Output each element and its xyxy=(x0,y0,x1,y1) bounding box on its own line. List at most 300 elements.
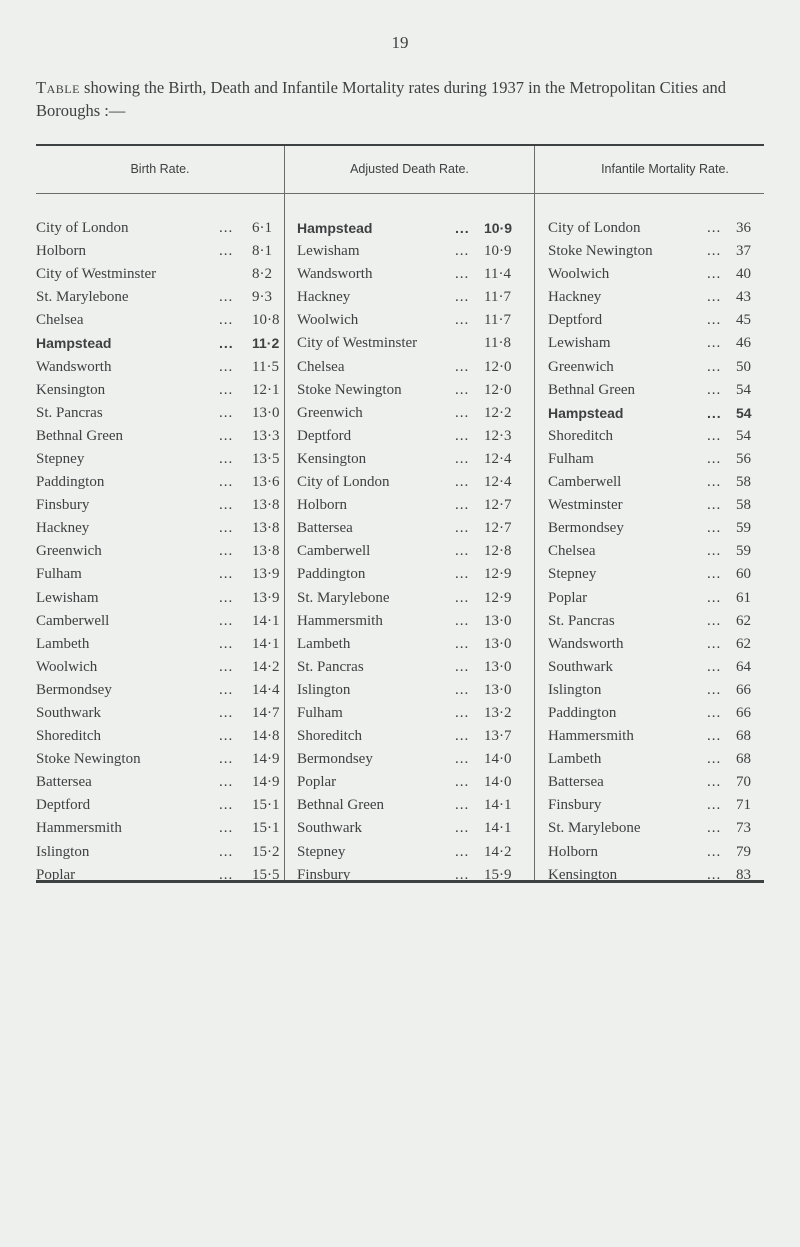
borough-name: Shoreditch xyxy=(36,728,101,745)
borough-name: Kensington xyxy=(36,381,106,398)
borough-name: Battersea xyxy=(297,520,353,537)
rate-value: 60 xyxy=(736,566,751,583)
rate-value: 14·4 xyxy=(252,681,280,698)
table-row xyxy=(36,587,280,610)
leader-dots: ... xyxy=(455,658,470,675)
rate-value: 70 xyxy=(736,774,751,791)
leader-dots: ... xyxy=(455,220,470,236)
table-row xyxy=(36,494,280,517)
header-birth-rate: Birth Rate. xyxy=(130,162,190,176)
leader-dots: ... xyxy=(455,704,470,721)
table-row xyxy=(548,563,768,586)
table-row xyxy=(548,794,768,817)
leader-dots: ... xyxy=(219,589,234,606)
rate-value: 12·7 xyxy=(484,497,512,514)
leader-dots: ... xyxy=(219,450,234,467)
borough-name: St. Marylebone xyxy=(297,589,390,606)
rate-value: 40 xyxy=(736,266,751,283)
borough-name: Lambeth xyxy=(548,751,602,768)
rate-value: 8·1 xyxy=(252,243,272,260)
leader-dots: ... xyxy=(219,866,234,883)
borough-name: City of London xyxy=(36,220,129,236)
table-row xyxy=(548,725,768,748)
table-row xyxy=(36,540,280,563)
borough-name: City of Westminster xyxy=(297,335,418,352)
rate-value: 13·2 xyxy=(484,704,512,721)
borough-name: Lambeth xyxy=(297,635,351,652)
birth-rate-column xyxy=(36,217,280,887)
leader-dots: ... xyxy=(219,520,234,537)
leader-dots: ... xyxy=(455,797,470,814)
rate-value: 62 xyxy=(736,612,751,629)
leader-dots: ... xyxy=(219,312,234,329)
leader-dots: ... xyxy=(219,681,234,698)
rate-value: 6·1 xyxy=(252,220,272,236)
rate-value: 13·5 xyxy=(252,450,280,467)
table-row xyxy=(36,563,280,586)
borough-name: Stoke Newington xyxy=(36,751,141,768)
borough-name: Kensington xyxy=(548,866,618,883)
table-row xyxy=(297,332,527,355)
table-row xyxy=(297,494,527,517)
rate-value: 13·9 xyxy=(252,566,280,583)
rate-value: 12·7 xyxy=(484,520,512,537)
leader-dots: ... xyxy=(707,774,722,791)
rate-value: 79 xyxy=(736,843,751,860)
table-row xyxy=(36,794,280,817)
rate-value: 13·8 xyxy=(252,520,280,537)
leader-dots: ... xyxy=(707,797,722,814)
rate-value: 9·3 xyxy=(252,289,272,306)
leader-dots: ... xyxy=(455,404,470,421)
leader-dots: ... xyxy=(707,474,722,491)
leader-dots: ... xyxy=(219,566,234,583)
rate-value: 14·1 xyxy=(252,635,280,652)
leader-dots: ... xyxy=(707,589,722,606)
table-row xyxy=(36,217,276,240)
leader-dots: ... xyxy=(455,843,470,860)
borough-name: St. Pancras xyxy=(36,404,103,421)
borough-name: Stepney xyxy=(548,566,597,583)
borough-name: Finsbury xyxy=(548,797,602,814)
borough-name: Wandsworth xyxy=(36,358,112,375)
rate-value: 62 xyxy=(736,635,751,652)
borough-name: Hackney xyxy=(297,289,351,306)
table-row xyxy=(548,633,768,656)
table-row xyxy=(36,356,279,379)
borough-name: Stepney xyxy=(297,843,346,860)
borough-name: Woolwich xyxy=(297,312,359,329)
rate-value: 14·9 xyxy=(252,774,280,791)
borough-name: Poplar xyxy=(548,589,588,606)
table-row xyxy=(297,263,527,286)
rate-value: 12·0 xyxy=(484,381,512,398)
borough-name: Bethnal Green xyxy=(548,381,636,398)
borough-name: Westminster xyxy=(548,497,623,514)
table-row xyxy=(297,771,527,794)
borough-name: Islington xyxy=(548,681,602,698)
borough-name: Hackney xyxy=(548,289,602,306)
borough-name: Camberwell xyxy=(36,612,110,629)
rate-value: 15·1 xyxy=(252,820,280,837)
table-row xyxy=(297,448,527,471)
leader-dots: ... xyxy=(707,289,722,306)
leader-dots: ... xyxy=(707,843,722,860)
borough-name: Bermondsey xyxy=(548,520,624,537)
table-row xyxy=(548,864,768,887)
table-row xyxy=(548,217,768,240)
rate-value: 11·8 xyxy=(484,335,511,352)
rate-value: 10·9 xyxy=(484,243,512,260)
table-row xyxy=(548,263,768,286)
rate-value: 37 xyxy=(736,243,751,260)
leader-dots: ... xyxy=(219,797,234,814)
rate-value: 13·6 xyxy=(252,474,280,491)
borough-name: Finsbury xyxy=(297,866,351,883)
rate-value: 11·7 xyxy=(484,312,511,329)
leader-dots: ... xyxy=(707,381,722,398)
rate-value: 12·1 xyxy=(252,381,280,398)
rate-value: 68 xyxy=(736,751,751,768)
table-row xyxy=(548,517,768,540)
borough-name: Shoreditch xyxy=(297,728,362,745)
borough-name: Hammersmith xyxy=(297,612,383,629)
borough-name: Fulham xyxy=(297,704,343,721)
rate-value: 12·0 xyxy=(484,358,512,375)
table-row xyxy=(36,725,280,748)
leader-dots: ... xyxy=(219,289,234,306)
rate-value: 36 xyxy=(736,220,751,236)
rate-value: 61 xyxy=(736,589,751,606)
leader-dots: ... xyxy=(455,774,470,791)
infant-rate-column xyxy=(548,217,768,887)
rate-value: 73 xyxy=(736,820,751,837)
table-row xyxy=(36,286,276,309)
table-row xyxy=(297,517,527,540)
leader-dots: ... xyxy=(707,335,722,352)
rate-value: 59 xyxy=(736,543,751,560)
table-row xyxy=(297,286,527,309)
leader-dots: ... xyxy=(455,474,470,491)
table-row xyxy=(297,702,527,725)
table-row xyxy=(36,817,280,840)
table-row xyxy=(548,771,768,794)
borough-name: Battersea xyxy=(548,774,604,791)
rate-value: 12·9 xyxy=(484,566,512,583)
header-adjusted-death-rate: Adjusted Death Rate. xyxy=(350,162,469,176)
borough-name: Southwark xyxy=(297,820,362,837)
table-row xyxy=(548,540,768,563)
borough-name: Fulham xyxy=(36,566,82,583)
rate-value: 50 xyxy=(736,358,751,375)
table-row xyxy=(297,817,527,840)
borough-name: Chelsea xyxy=(36,312,84,329)
borough-name: Woolwich xyxy=(548,266,610,283)
borough-name: Woolwich xyxy=(36,658,98,675)
table-row xyxy=(36,309,280,332)
leader-dots: ... xyxy=(707,404,722,421)
leader-dots: ... xyxy=(219,497,234,514)
leader-dots: ... xyxy=(219,474,234,491)
table-row xyxy=(297,841,527,864)
borough-name: Wandsworth xyxy=(548,635,624,652)
table-row xyxy=(548,286,768,309)
table-row xyxy=(548,240,768,263)
leader-dots: ... xyxy=(455,728,470,745)
leader-dots: ... xyxy=(707,266,722,283)
table-row xyxy=(297,794,527,817)
rate-value: 66 xyxy=(736,704,751,721)
borough-name: Chelsea xyxy=(548,543,596,560)
borough-name: Lambeth xyxy=(36,635,90,652)
column-divider xyxy=(284,146,285,880)
table-row xyxy=(36,379,280,402)
rate-value: 15·5 xyxy=(252,866,280,883)
rate-value: 12·3 xyxy=(484,427,512,444)
leader-dots: ... xyxy=(707,681,722,698)
rate-value: 13·3 xyxy=(252,427,280,444)
table-row xyxy=(548,425,768,448)
leader-dots: ... xyxy=(219,658,234,675)
borough-name: Deptford xyxy=(36,797,91,814)
borough-name: Paddington xyxy=(548,704,617,721)
borough-name: Hackney xyxy=(36,520,90,537)
leader-dots: ... xyxy=(219,543,234,560)
table-row xyxy=(548,748,768,771)
rate-value: 14·1 xyxy=(484,820,512,837)
rate-value: 11·4 xyxy=(484,266,511,283)
death-rate-column xyxy=(297,217,527,887)
leader-dots: ... xyxy=(219,704,234,721)
leader-dots: ... xyxy=(707,658,722,675)
table-row xyxy=(36,332,280,355)
table-row xyxy=(36,263,276,286)
borough-name: City of Westminster xyxy=(36,266,157,283)
leader-dots: ... xyxy=(455,543,470,560)
table-row xyxy=(548,309,768,332)
borough-name: Holborn xyxy=(297,497,347,514)
leader-dots: ... xyxy=(455,635,470,652)
leader-dots: ... xyxy=(455,266,470,283)
rate-value: 13·7 xyxy=(484,728,512,745)
rate-value: 54 xyxy=(736,404,752,421)
caption-lead: Table xyxy=(36,78,80,97)
leader-dots: ... xyxy=(707,220,722,236)
table-row xyxy=(548,471,768,494)
table-row xyxy=(297,864,527,887)
leader-dots: ... xyxy=(219,635,234,652)
borough-name: Hampstead xyxy=(36,335,112,352)
leader-dots: ... xyxy=(707,427,722,444)
leader-dots: ... xyxy=(455,520,470,537)
rate-value: 13·0 xyxy=(484,612,512,629)
leader-dots: ... xyxy=(455,820,470,837)
table-row xyxy=(297,563,527,586)
borough-name: Poplar xyxy=(36,866,76,883)
borough-name: Bermondsey xyxy=(297,751,373,768)
borough-name: Bethnal Green xyxy=(297,797,385,814)
rate-value: 14·7 xyxy=(252,704,280,721)
rate-value: 10·8 xyxy=(252,312,280,329)
leader-dots: ... xyxy=(455,312,470,329)
rate-value: 12·8 xyxy=(484,543,512,560)
borough-name: Camberwell xyxy=(548,474,622,491)
rate-value: 14·8 xyxy=(252,728,280,745)
borough-name: Islington xyxy=(36,843,90,860)
table-row xyxy=(548,379,768,402)
table-row xyxy=(548,656,768,679)
leader-dots: ... xyxy=(707,820,722,837)
caption-text: showing the Birth, Death and Infantile Mortality rates during 1937 in the Metropolitan Cities and Boroughs :— xyxy=(36,78,727,120)
rate-value: 58 xyxy=(736,474,751,491)
table-row xyxy=(36,841,280,864)
borough-name: Shoreditch xyxy=(548,427,613,444)
table-row xyxy=(297,679,527,702)
rate-value: 54 xyxy=(736,381,751,398)
rate-value: 58 xyxy=(736,497,751,514)
table-row xyxy=(297,402,527,425)
leader-dots: ... xyxy=(219,751,234,768)
borough-name: Finsbury xyxy=(36,497,90,514)
leader-dots: ... xyxy=(707,358,722,375)
borough-name: Greenwich xyxy=(36,543,102,560)
borough-name: Hampstead xyxy=(548,404,624,421)
leader-dots: ... xyxy=(219,612,234,629)
leader-dots: ... xyxy=(219,843,234,860)
leader-dots: ... xyxy=(455,681,470,698)
table-row xyxy=(297,356,527,379)
table-row xyxy=(548,356,768,379)
rate-value: 13·0 xyxy=(484,658,512,675)
rate-value: 14·0 xyxy=(484,751,512,768)
leader-dots: ... xyxy=(707,612,722,629)
rate-value: 14·9 xyxy=(252,751,280,768)
leader-dots: ... xyxy=(707,866,722,883)
table-row xyxy=(36,771,280,794)
rate-value: 66 xyxy=(736,681,751,698)
rate-value: 15·1 xyxy=(252,797,280,814)
table-row xyxy=(36,748,280,771)
leader-dots: ... xyxy=(455,289,470,306)
borough-name: Chelsea xyxy=(297,358,345,375)
table-row xyxy=(297,379,527,402)
borough-name: Kensington xyxy=(297,450,367,467)
rate-value: 11·2 xyxy=(252,335,280,352)
table-row xyxy=(36,425,280,448)
leader-dots: ... xyxy=(455,243,470,260)
leader-dots: ... xyxy=(707,728,722,745)
rate-value: 15·9 xyxy=(484,866,512,883)
leader-dots: ... xyxy=(219,381,234,398)
page-number: 19 xyxy=(391,33,409,52)
rate-value: 12·4 xyxy=(484,450,512,467)
borough-name: St. Pancras xyxy=(297,658,364,675)
table-row xyxy=(548,679,768,702)
borough-name: Southwark xyxy=(36,704,101,721)
rate-value: 13·0 xyxy=(252,404,280,421)
table-row xyxy=(297,656,527,679)
leader-dots: ... xyxy=(455,358,470,375)
leader-dots: ... xyxy=(707,497,722,514)
table-row xyxy=(297,217,527,240)
table-row xyxy=(548,610,768,633)
borough-name: City of London xyxy=(297,474,390,491)
table-row xyxy=(548,702,768,725)
rate-value: 14·1 xyxy=(484,797,512,814)
rate-value: 83 xyxy=(736,866,751,883)
table-row xyxy=(548,332,768,355)
borough-name: Bethnal Green xyxy=(36,427,124,444)
borough-name: Stoke Newington xyxy=(548,243,653,260)
rate-value: 15·2 xyxy=(252,843,280,860)
leader-dots: ... xyxy=(707,312,722,329)
leader-dots: ... xyxy=(707,566,722,583)
table-row xyxy=(297,471,527,494)
borough-name: Southwark xyxy=(548,658,613,675)
rate-value: 13·0 xyxy=(484,681,512,698)
rate-value: 14·0 xyxy=(484,774,512,791)
borough-name: St. Marylebone xyxy=(548,820,641,837)
table-row xyxy=(36,633,280,656)
rate-value: 11·5 xyxy=(252,358,279,375)
rate-value: 12·4 xyxy=(484,474,512,491)
header-infantile-mortality-rate: Infantile Mortality Rate. xyxy=(601,162,729,176)
table-row xyxy=(36,864,280,887)
leader-dots: ... xyxy=(455,450,470,467)
borough-name: Holborn xyxy=(548,843,598,860)
table-row xyxy=(36,702,280,725)
rate-value: 56 xyxy=(736,450,751,467)
leader-dots: ... xyxy=(455,381,470,398)
table-row xyxy=(36,448,280,471)
leader-dots: ... xyxy=(707,635,722,652)
rate-value: 13·0 xyxy=(484,635,512,652)
table-row xyxy=(36,402,280,425)
leader-dots: ... xyxy=(455,589,470,606)
leader-dots: ... xyxy=(707,520,722,537)
table-row xyxy=(297,540,527,563)
rate-value: 12·9 xyxy=(484,589,512,606)
borough-name: Deptford xyxy=(548,312,603,329)
borough-name: St. Marylebone xyxy=(36,289,129,306)
borough-name: Stoke Newington xyxy=(297,381,402,398)
borough-name: Paddington xyxy=(297,566,366,583)
table-row xyxy=(297,633,527,656)
leader-dots: ... xyxy=(219,728,234,745)
table-row xyxy=(297,748,527,771)
table-row xyxy=(36,610,280,633)
rate-value: 12·2 xyxy=(484,404,512,421)
borough-name: Fulham xyxy=(548,450,594,467)
rate-value: 68 xyxy=(736,728,751,745)
rate-value: 54 xyxy=(736,427,751,444)
borough-name: Lewisham xyxy=(36,589,99,606)
borough-name: Stepney xyxy=(36,450,85,467)
leader-dots: ... xyxy=(707,243,722,260)
leader-dots: ... xyxy=(219,427,234,444)
rate-value: 11·7 xyxy=(484,289,511,306)
rate-value: 64 xyxy=(736,658,751,675)
leader-dots: ... xyxy=(707,543,722,560)
table-row xyxy=(548,841,768,864)
rate-value: 8·2 xyxy=(252,266,272,283)
leader-dots: ... xyxy=(707,751,722,768)
rate-value: 10·9 xyxy=(484,220,513,236)
borough-name: Hampstead xyxy=(297,220,373,236)
table-row xyxy=(548,587,768,610)
table-row xyxy=(36,517,280,540)
borough-name: Lewisham xyxy=(548,335,611,352)
